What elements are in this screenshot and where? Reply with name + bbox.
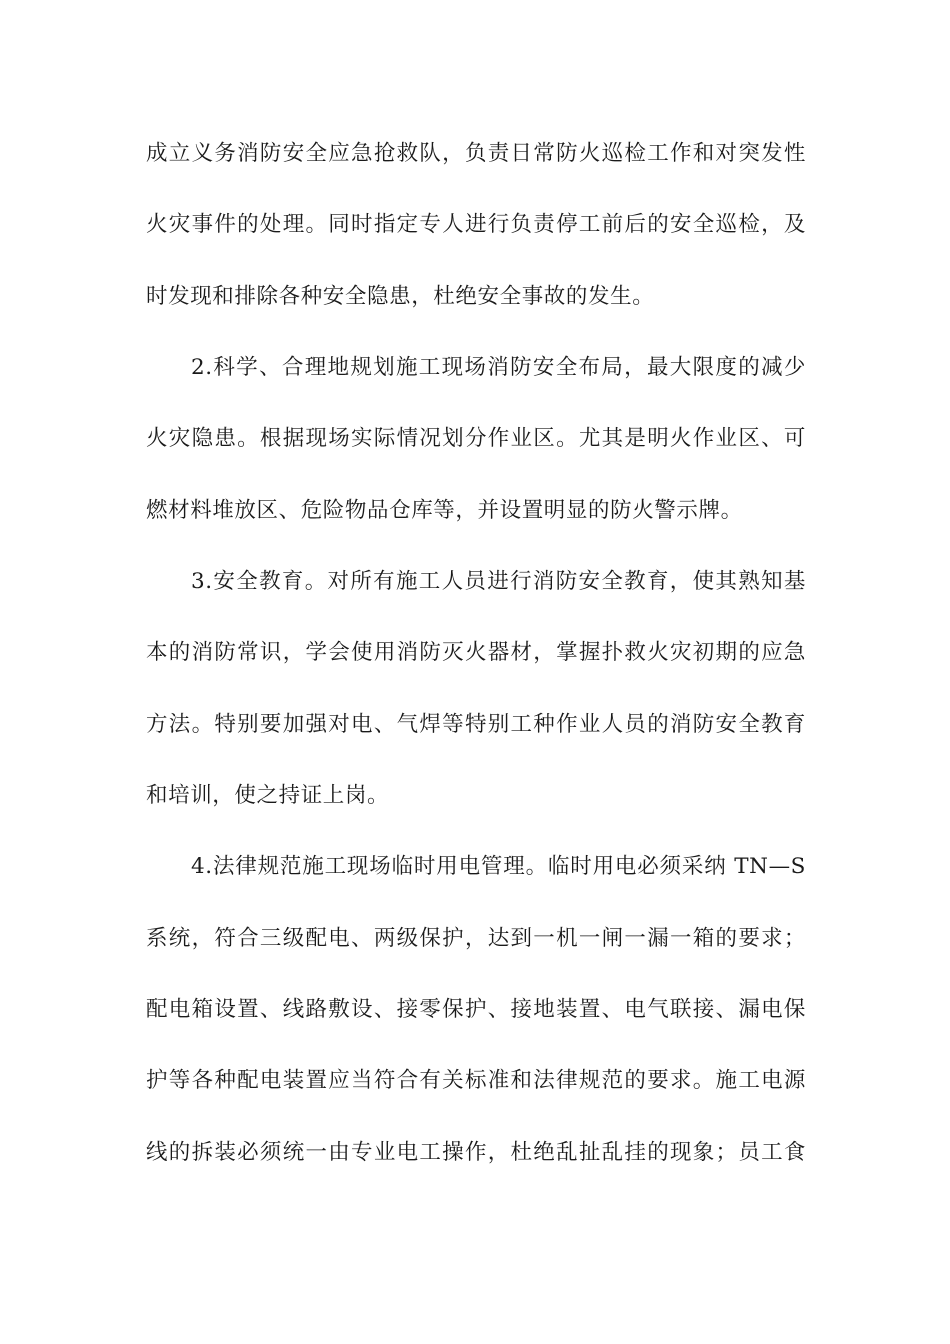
text-line: 本的消防常识，学会使用消防灭火器材，掌握扑救火灾初期的应急 — [146, 640, 806, 665]
paragraph-start-line: 3.安全教育。对所有施工人员进行消防安全教育，使其熟知基 — [191, 569, 806, 594]
text-line: 火灾隐患。根据现场实际情况划分作业区。尤其是明火作业区、可 — [146, 426, 806, 451]
text-line: 护等各种配电装置应当符合有关标准和法律规范的要求。施工电源 — [146, 1068, 806, 1093]
text-line: 燃材料堆放区、危险物品仓库等，并设置明显的防火警示牌。 — [146, 498, 743, 523]
text-line: 系统，符合三级配电、两级保护，达到一机一闸一漏一箱的要求； — [146, 926, 806, 951]
text-line: 配电箱设置、线路敷设、接零保护、接地装置、电气联接、漏电保 — [146, 997, 806, 1022]
text-line: 时发现和排除各种安全隐患，杜绝安全事故的发生。 — [146, 284, 655, 309]
text-line: 和培训，使之持证上岗。 — [146, 783, 390, 808]
text-line: 火灾事件的处理。同时指定专人进行负责停工前后的安全巡检，及 — [146, 212, 806, 237]
text-line: 成立义务消防安全应急抢救队，负责日常防火巡检工作和对突发性 — [146, 141, 806, 166]
text-line: 线的拆装必须统一由专业电工操作，杜绝乱扯乱挂的现象；员工食 — [146, 1140, 806, 1165]
text-line: 方法。特别要加强对电、气焊等特别工种作业人员的消防安全教育 — [146, 712, 806, 737]
paragraph-start-line: 2.科学、合理地规划施工现场消防安全布局，最大限度的减少 — [191, 355, 806, 380]
paragraph-start-line: 4.法律规范施工现场临时用电管理。临时用电必须采纳 TN—S — [191, 854, 806, 879]
